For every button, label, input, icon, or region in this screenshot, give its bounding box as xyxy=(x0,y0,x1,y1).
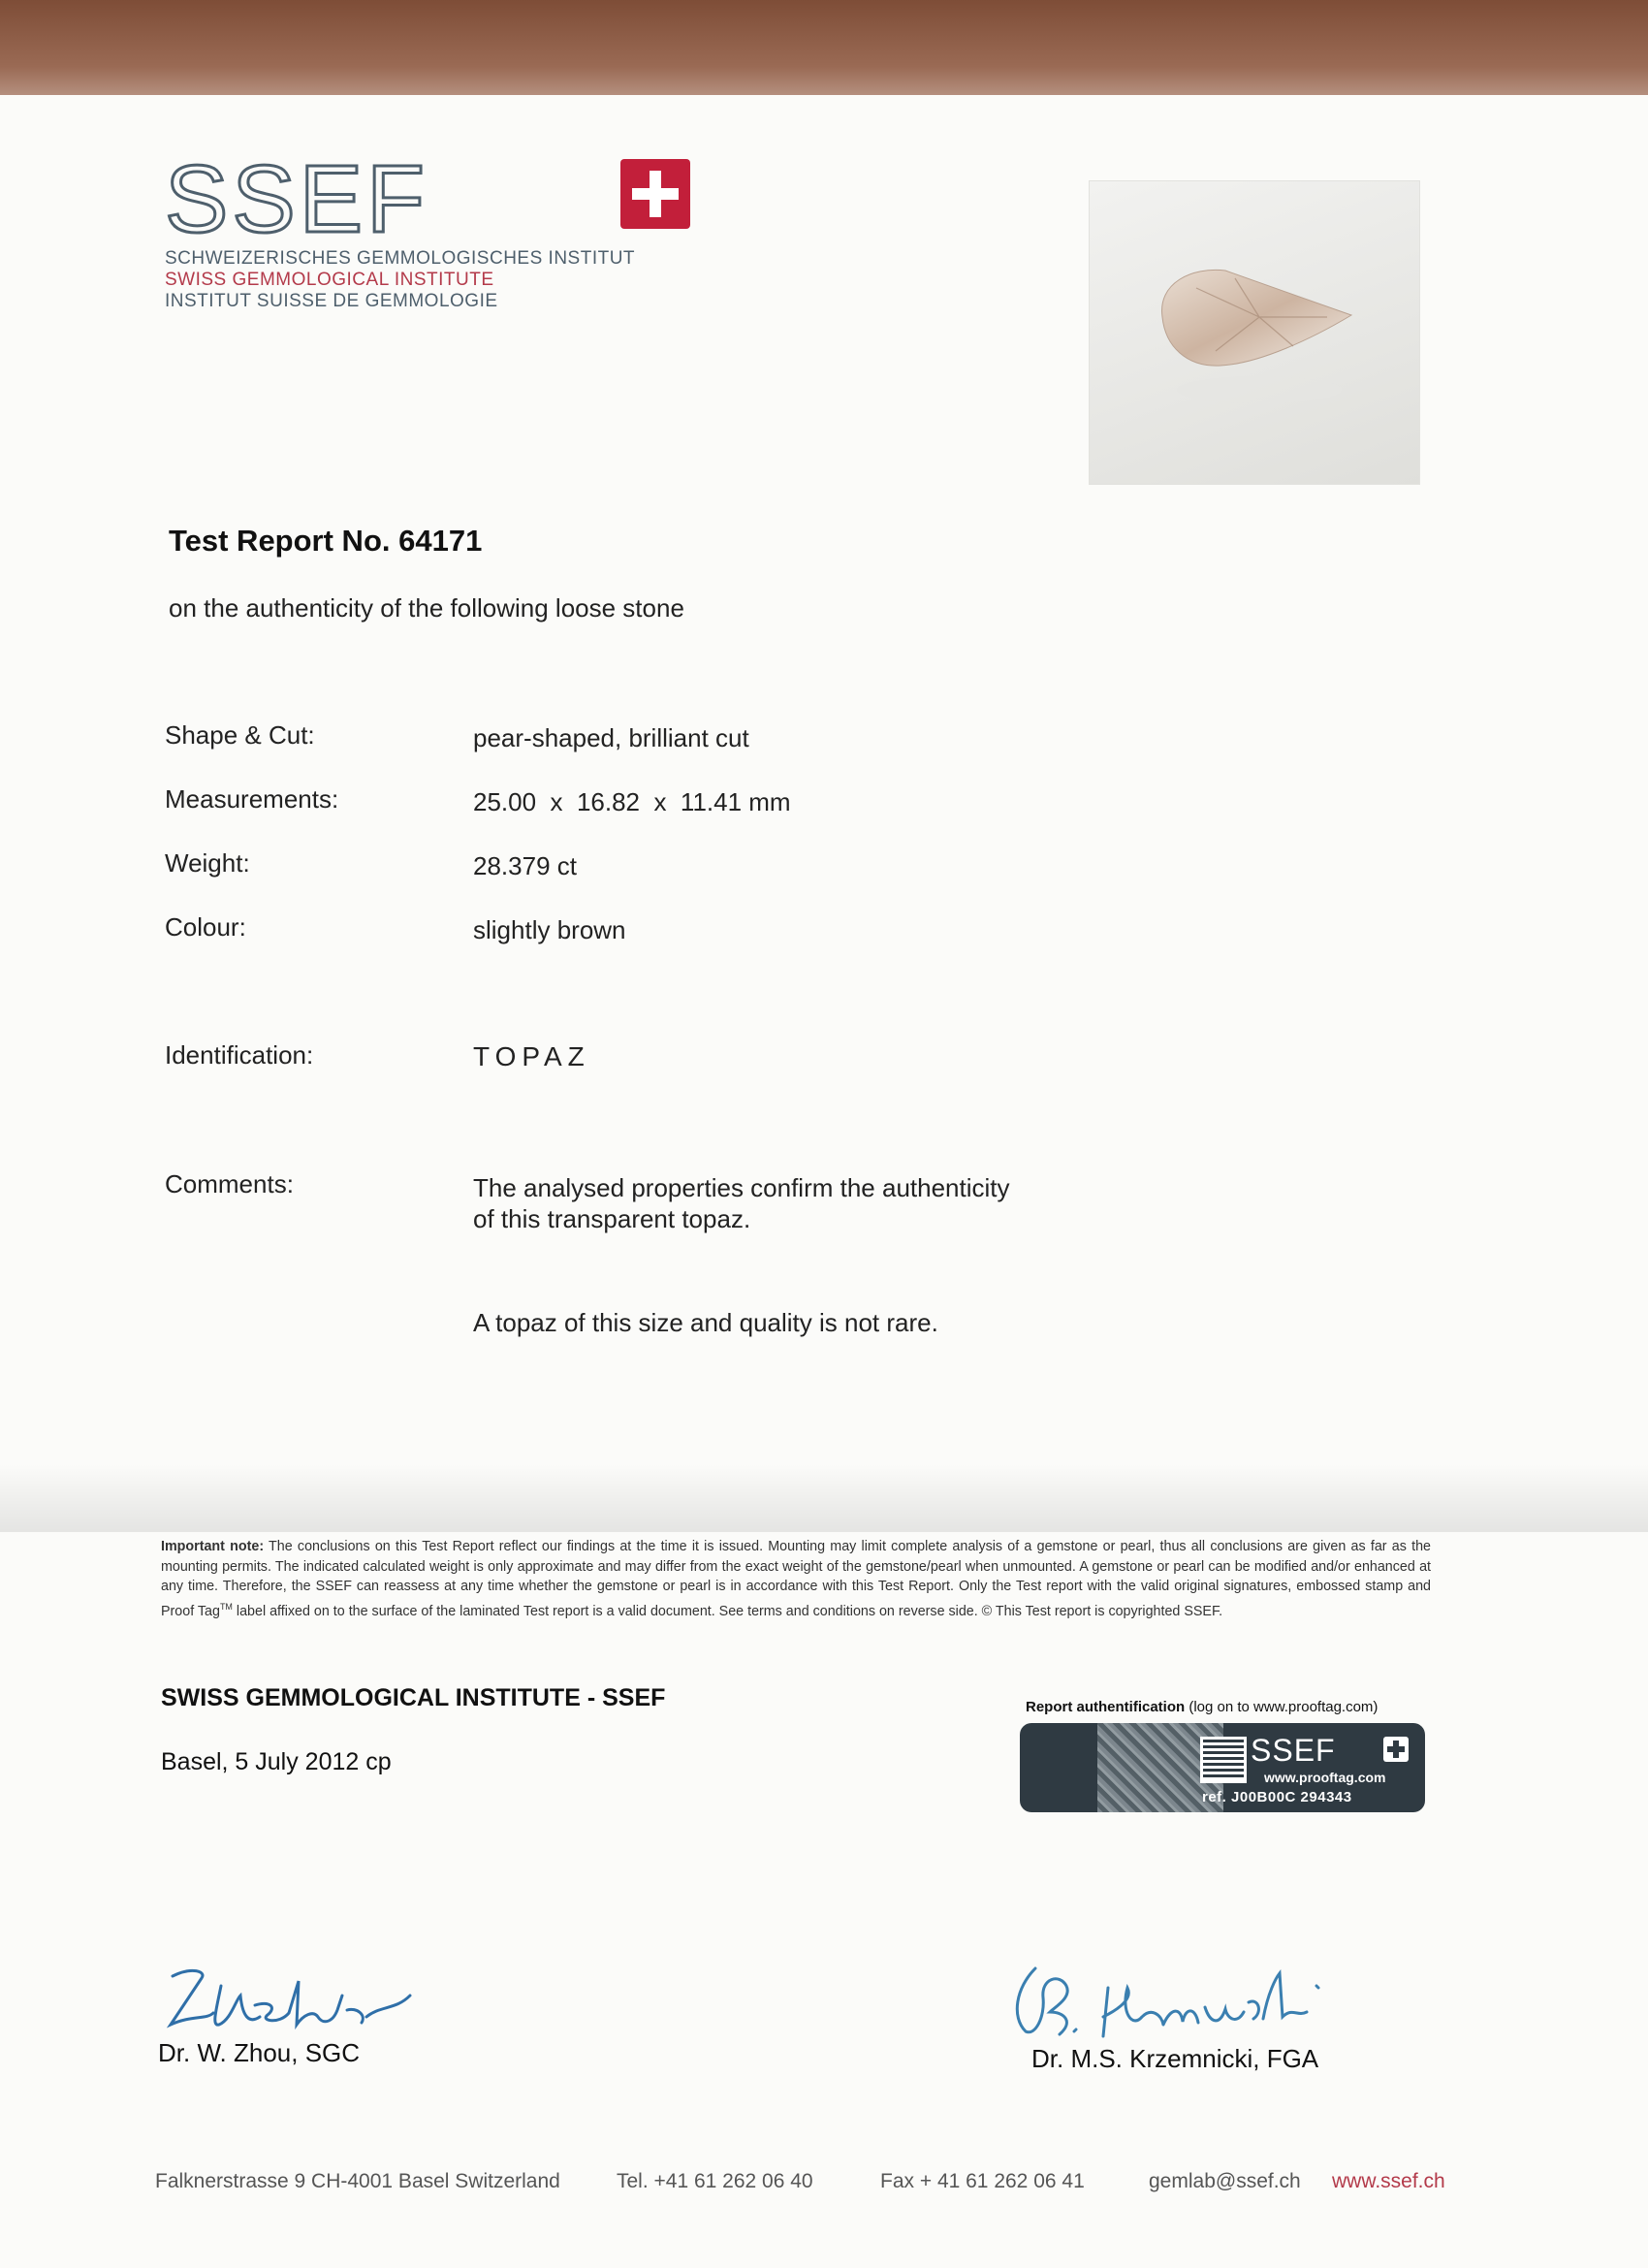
shape-label: Shape & Cut: xyxy=(165,720,315,750)
shape-value: pear-shaped, brilliant cut xyxy=(473,723,749,752)
auth-caption xyxy=(1026,1699,1378,1715)
note-text-1: The conclusions on this Test Report reflect our findings at the time it is issued. Mounting may limit complete analysis of a gemstone or pearl, thus all conclusions are given as far as the mounting permits. The indicated calculated weight is only approximate and may differ from the exact weight of the gemstone/pearl when unmounted. A gemstone or pearl can be modified and/or enhanced at any time. Therefore, the SSEF can reassess at any time whether the gemstone or pearl is in accordance with this Test Report. Only the Test report with the valid original signatures, embossed stamp and Proof Tag xyxy=(161,1539,1431,1619)
footer-fax: Fax + 41 61 262 06 41 xyxy=(880,2170,1085,2192)
place-date: Basel, 5 July 2012 cp xyxy=(161,1748,392,1775)
paper-fold-shadow xyxy=(0,1464,1648,1532)
logo-line-german: SCHWEIZERISCHES GEMMOLOGISCHES INSTITUT xyxy=(165,248,636,269)
auth-caption-bold: Report authentification xyxy=(1026,1699,1186,1715)
note-heading: Important note: xyxy=(161,1539,265,1554)
prooftag-label xyxy=(1020,1723,1425,1812)
report-subtitle: on the authenticity of the following loose stone xyxy=(169,593,684,623)
important-note xyxy=(161,1537,1431,1621)
signature-zhou xyxy=(163,1957,415,2044)
auth-caption-rest: (log on to www.prooftag.com) xyxy=(1185,1699,1379,1715)
signatory-1-name: Dr. W. Zhou, SGC xyxy=(158,2038,361,2067)
measurements-label: Measurements: xyxy=(165,784,339,814)
tag-url: www.prooftag.com xyxy=(1264,1770,1386,1785)
top-brown-band xyxy=(0,0,1648,95)
ssef-logo xyxy=(165,145,636,311)
report-title: Test Report No. 64171 xyxy=(169,524,483,558)
logo-line-french: INSTITUT SUISSE DE GEMMOLOGIE xyxy=(165,291,498,311)
weight-label: Weight: xyxy=(165,848,250,878)
institute-name: SWISS GEMMOLOGICAL INSTITUTE - SSEF xyxy=(161,1684,666,1711)
signature-krzemnicki xyxy=(1006,1959,1355,2046)
note-trademark: TM xyxy=(219,1601,233,1612)
logo-line-english: SWISS GEMMOLOGICAL INSTITUTE xyxy=(165,270,494,290)
footer-email[interactable]: gemlab@ssef.ch xyxy=(1149,2170,1301,2192)
comment-rarity: A topaz of this size and quality is not rare. xyxy=(473,1308,938,1337)
colour-label: Colour: xyxy=(165,912,246,942)
gemstone-photo xyxy=(1089,180,1420,485)
footer-tel: Tel. +41 61 262 06 40 xyxy=(617,2170,813,2192)
note-text-2: label affixed on to the surface of the laminated Test report is a valid document. See terms and conditions on reverse side. © This Test report is copyrighted SSEF. xyxy=(232,1603,1223,1619)
tag-reference: ref. J00B00C 294343 xyxy=(1202,1789,1352,1805)
datamatrix-code-icon xyxy=(1200,1737,1247,1783)
logo-wordmark: SSEF xyxy=(165,145,428,252)
identification-value: TOPAZ xyxy=(473,1041,590,1071)
comment-line-2: of this transparent topaz. xyxy=(473,1204,751,1233)
swiss-cross-icon xyxy=(620,159,690,229)
signatory-2-name: Dr. M.S. Krzemnicki, FGA xyxy=(1031,2044,1319,2073)
comments-label: Comments: xyxy=(165,1169,294,1198)
identification-label: Identification: xyxy=(165,1040,314,1070)
footer-website[interactable]: www.ssef.ch xyxy=(1332,2170,1445,2192)
tag-brand: SSEF xyxy=(1251,1733,1336,1768)
footer-address: Falknerstrasse 9 CH-4001 Basel Switzerland xyxy=(155,2170,560,2192)
colour-value: slightly brown xyxy=(473,915,626,944)
weight-value: 28.379 ct xyxy=(473,851,577,880)
measurements-value: 25.00 x 16.82 x 11.41 mm xyxy=(473,787,791,816)
tag-swiss-cross-icon xyxy=(1383,1737,1409,1762)
comment-line-1: The analysed properties confirm the authenticity xyxy=(473,1173,1010,1202)
